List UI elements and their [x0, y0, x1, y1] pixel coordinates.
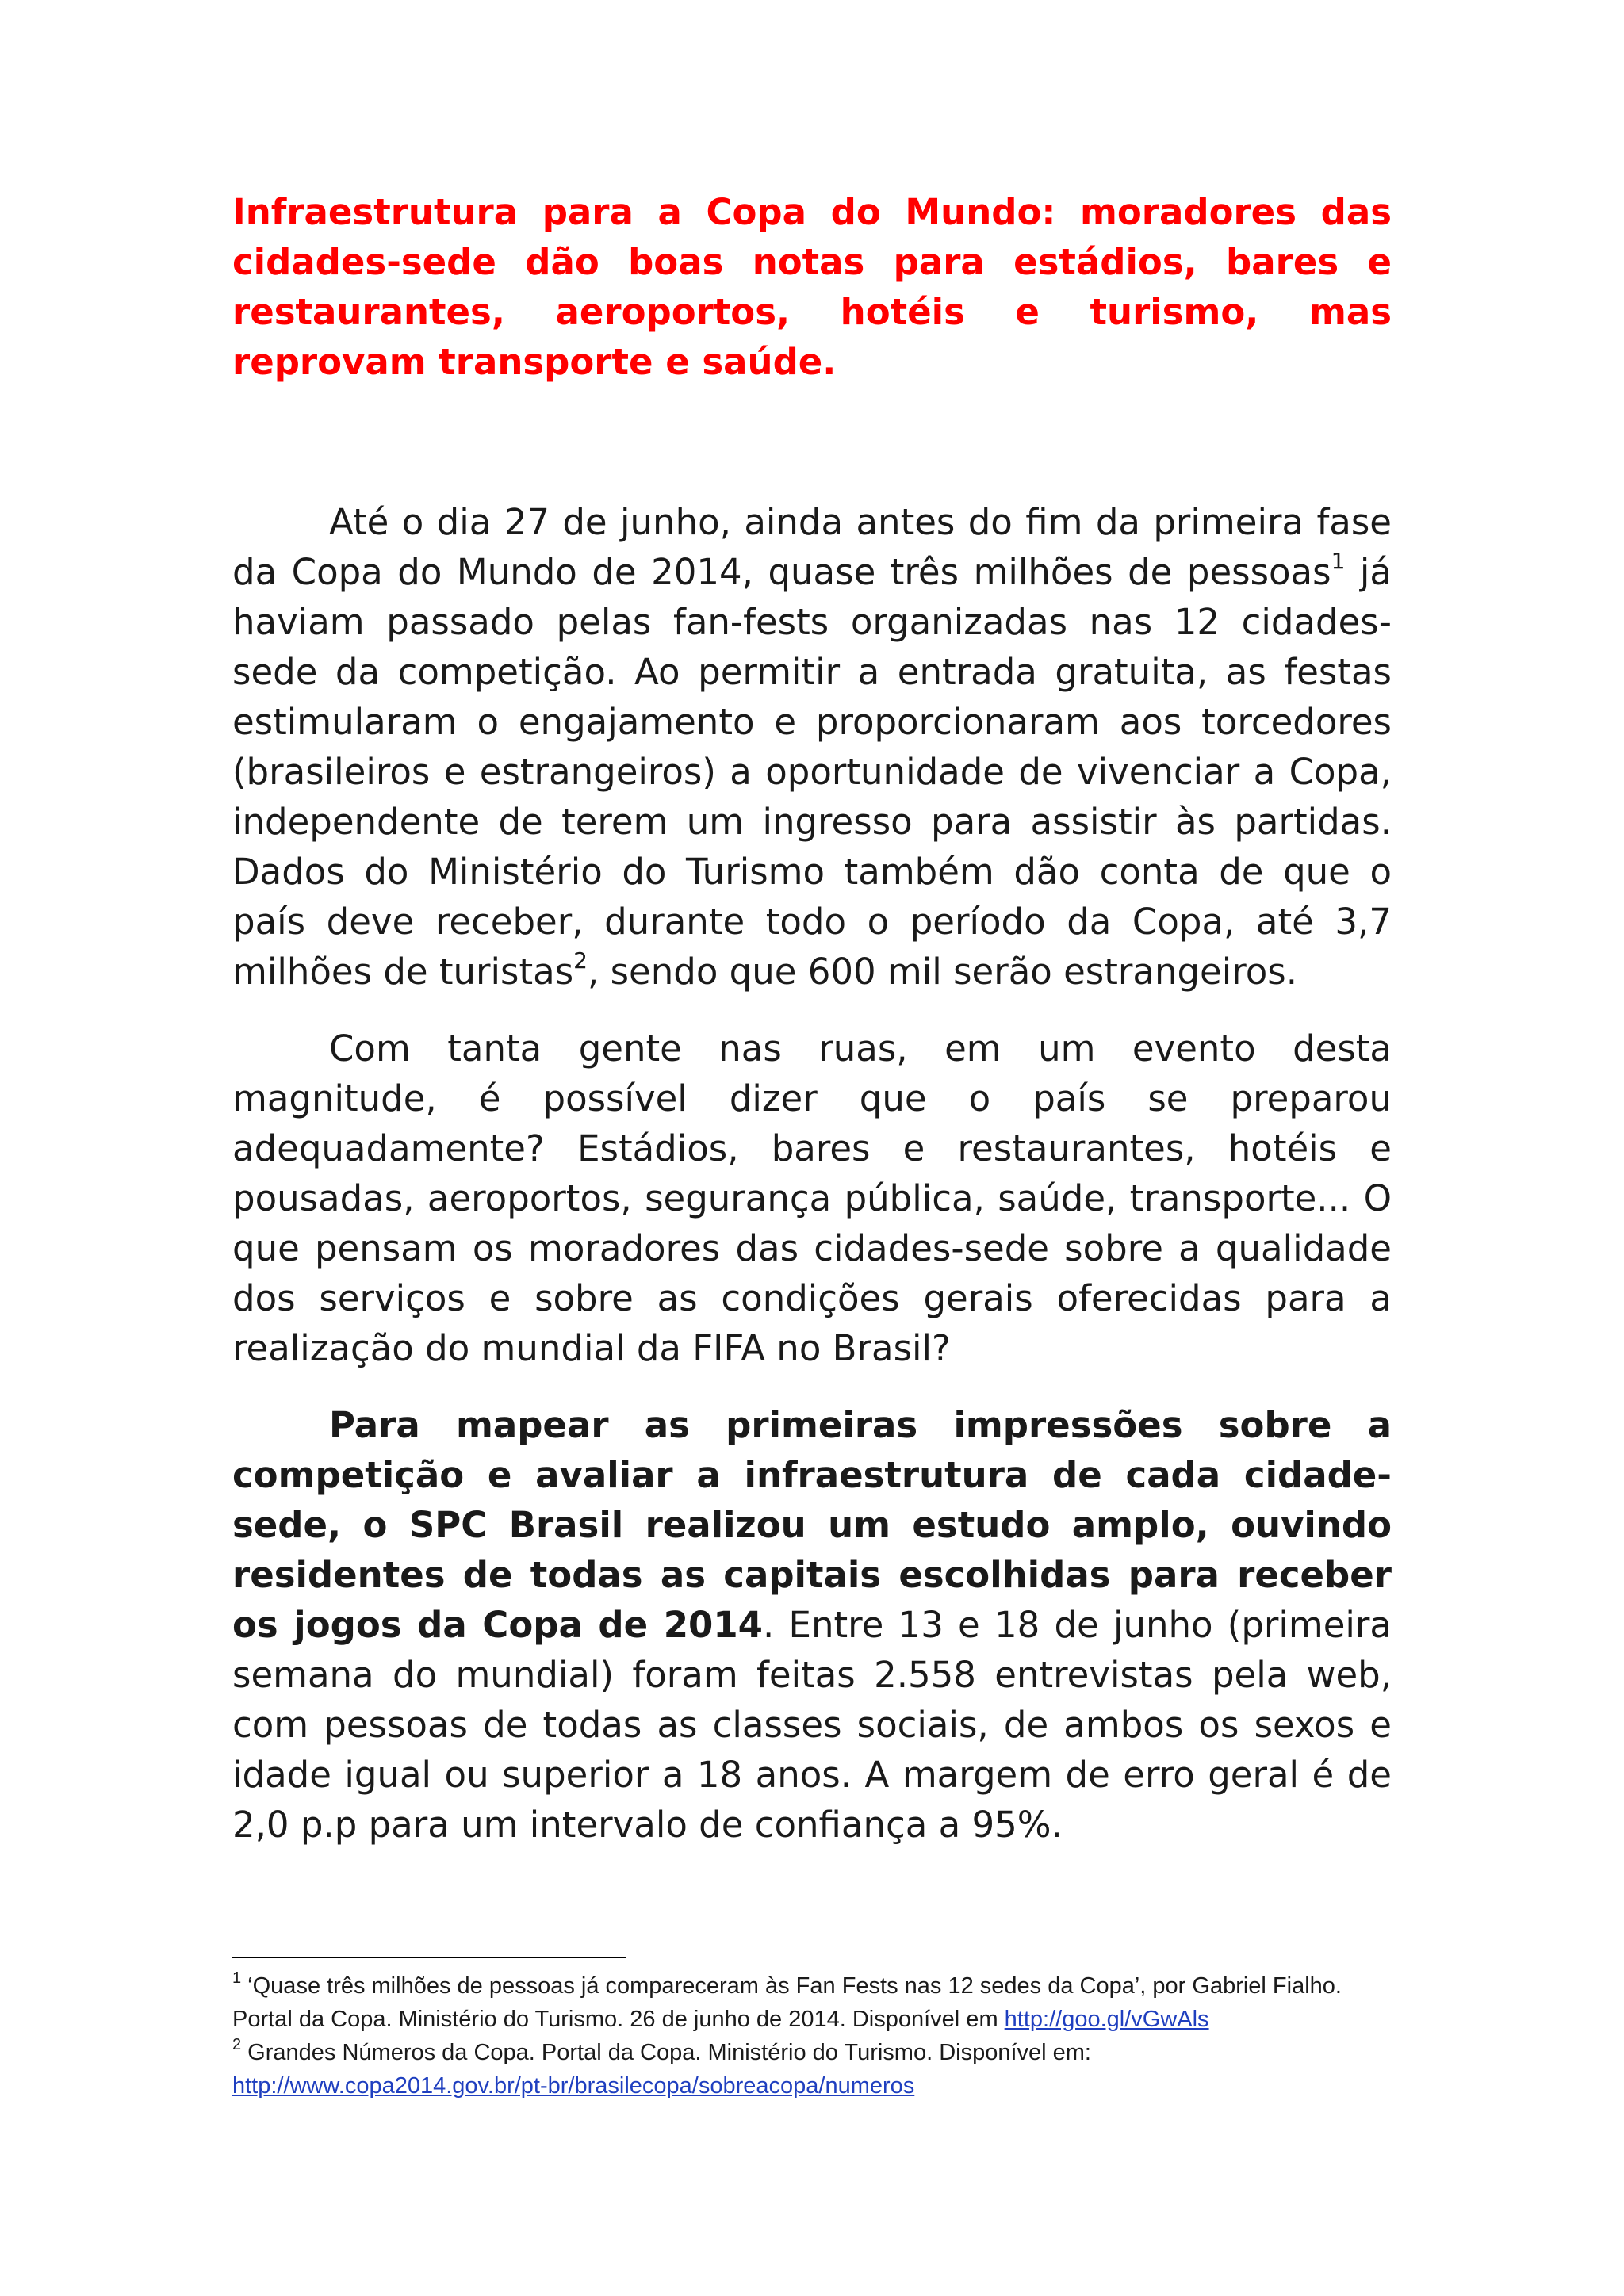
footnote-2-link[interactable]: http://www.copa2014.gov.br/pt-br/brasilecopa/sobreacopa/numeros	[232, 2073, 915, 2099]
paragraph-question: Com tanta gente nas ruas, em um evento desta magnitude, é possível dizer que o país se preparou adequadamente? Estádios, bares e restaurantes, hotéis e pousadas, aeroportos, segurança pública, saúde, transporte... O que pensam os moradores das cidades-sede sobre a qualidade dos serviços e sobre as condições gerais oferecidas para a realização do mundial da FIFA no Brasil?	[232, 1027, 1392, 1369]
paragraph-study-bold: Para mapear as primeiras impressões sobre a competição e avaliar a infraestrutura de cada cidade-sede, o SPC Brasil realizou um estudo amplo, ouvindo residentes de todas as capitais escolhidas para receber os jogos da Copa de 2014	[232, 1404, 1392, 1646]
footnote-2-number: 2	[232, 2036, 242, 2054]
footnote-1-link[interactable]: http://goo.gl/vGwAls	[1004, 2007, 1209, 2032]
paragraph-intro-text-2: já haviam passado pelas fan-fests organizadas nas 12 cidades-sede da competição. Ao permitir a entrada gratuita, as festas estimularam o engajamento e proporcionaram aos torcedores (brasileiros e estrangeiros) a oportunidade de vivenciar a Copa, independente de terem um ingresso para assistir às partidas. Dados do Ministério do Turismo também dão conta de que o país deve receber, durante todo o período da Copa, até 3,7 milhões de turistas	[232, 551, 1392, 993]
paragraph-intro-text-1: Até o dia 27 de junho, ainda antes do fim da primeira fase da Copa do Mundo de 2014, quase três milhões de pessoas	[232, 501, 1392, 593]
footnote-1	[232, 1969, 1392, 2036]
paragraph-study-text: . Entre 13 e 18 de junho (primeira semana do mundial) foram feitas 2.558 entrevistas pela web, com pessoas de todas as classes sociais, de ambos os sexos e idade igual ou superior a 18 anos. A margem de erro geral é de 2,0 p.p para um intervalo de confiança a 95%.	[232, 1604, 1392, 1846]
document-title: Infraestrutura para a Copa do Mundo: moradores das cidades-sede dão boas notas para estádios, bares e restaurantes, aeroportos, hotéis e turismo, mas reprovam transporte e saúde.	[232, 191, 1392, 383]
paragraph-intro-text-3: , sendo que 600 mil serão estrangeiros.	[588, 951, 1298, 993]
footnote-2-text: Grandes Números da Copa. Portal da Copa. Ministério do Turismo. Disponível em:	[241, 2040, 1091, 2065]
footnote-ref-1[interactable]: 1	[1331, 548, 1346, 574]
footnote-ref-2[interactable]: 2	[573, 947, 588, 974]
footnote-1-text: ‘Quase três milhões de pessoas já compareceram às Fan Fests nas 12 sedes da Copa’, por Gabriel Fialho. Portal da Copa. Ministério do Turismo. 26 de junho de 2014. Disponível em	[232, 1973, 1342, 2032]
footnotes	[232, 1969, 1392, 2103]
footnote-divider	[232, 1957, 626, 1958]
paragraph-intro	[232, 497, 1392, 997]
footnote-2	[232, 2036, 1392, 2103]
document-body	[232, 187, 1392, 1850]
footnote-1-number: 1	[232, 1969, 242, 1988]
paragraph-study	[232, 1400, 1392, 1850]
